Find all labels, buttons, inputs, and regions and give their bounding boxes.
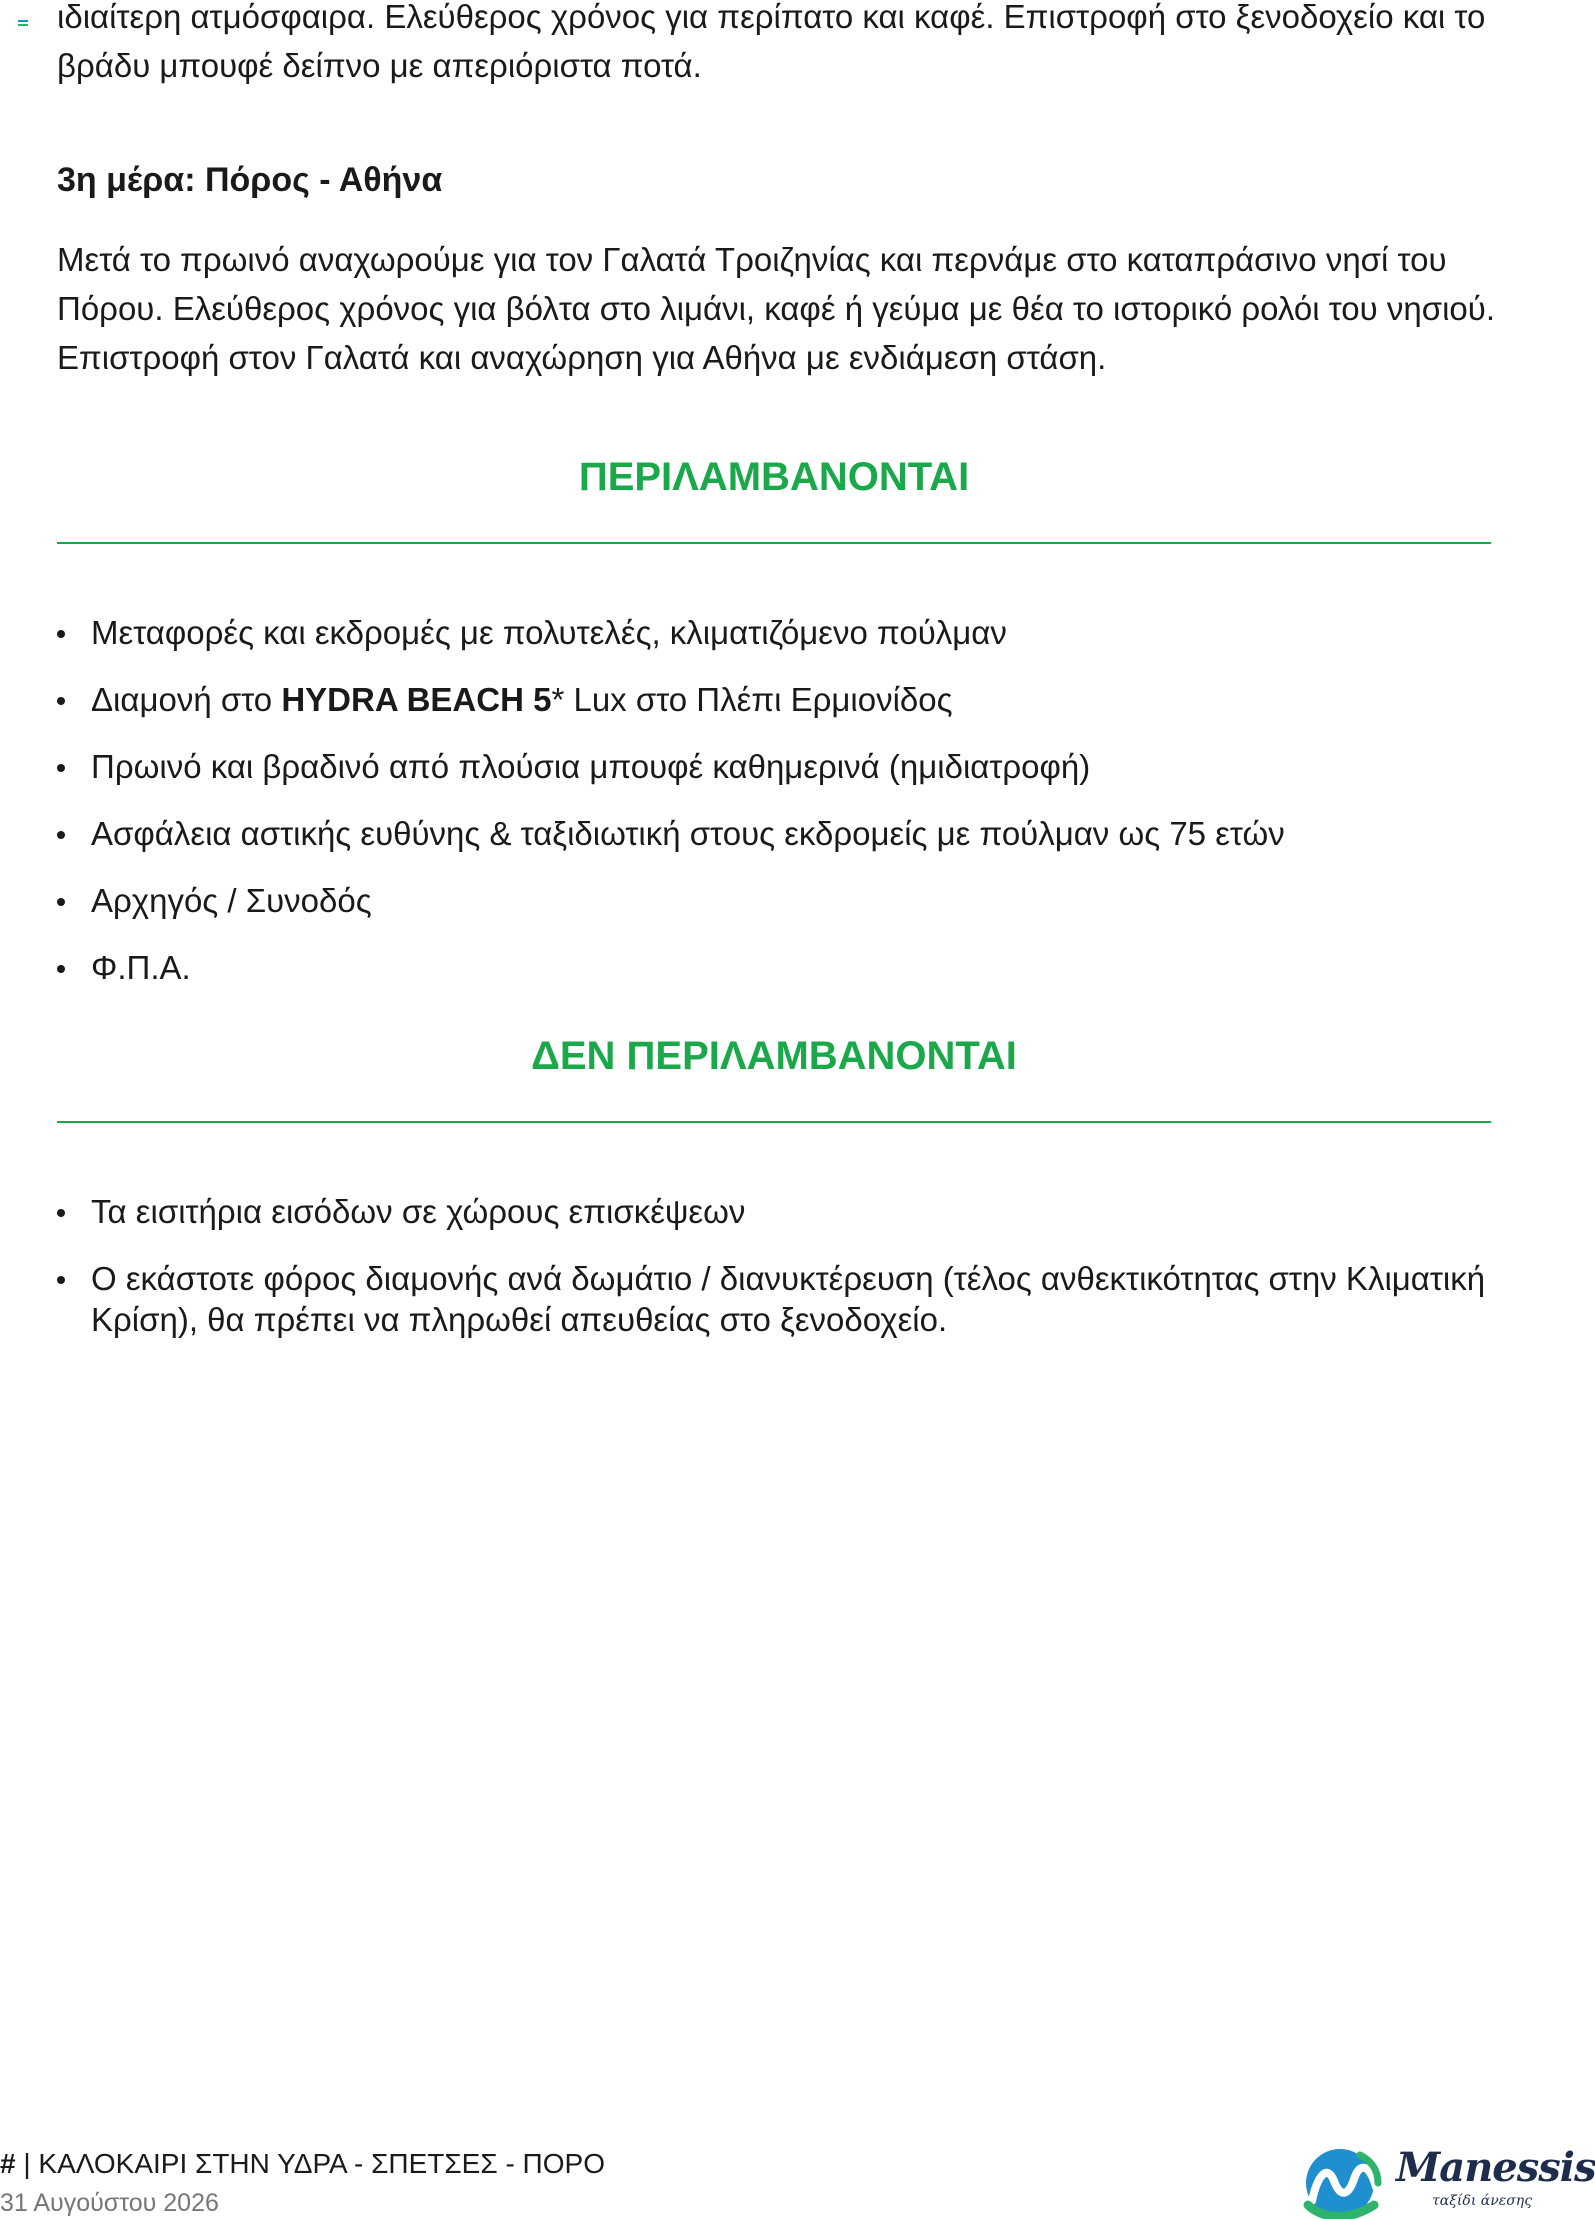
hotel-name: HYDRA BEACH 5 — [281, 681, 552, 718]
list-item-text: Φ.Π.Α. — [91, 949, 191, 986]
list-item-text: Ασφάλεια αστικής ευθύνης & ταξιδιωτική στους εκδρομείς με πούλμαν ως 75 ετών — [91, 815, 1285, 852]
list-item — [57, 880, 1497, 922]
list-item — [57, 1191, 1497, 1233]
included-divider — [57, 542, 1491, 544]
list-item-text: Αρχηγός / Συνοδός — [91, 882, 372, 919]
bullet-icon — [57, 697, 65, 705]
list-item-text-after: * Lux στο Πλέπι Ερμιονίδος — [551, 681, 953, 718]
footer-title-text: | ΚΑΛΟΚΑΙΡΙ ΣΤΗΝ ΥΔΡΑ - ΣΠΕΤΣΕΣ - ΠΟΡΟ — [23, 2148, 606, 2179]
day3-heading: 3η μέρα: Πόρος - Αθήνα — [57, 161, 443, 199]
list-item-text: Τα εισιτήρια εισόδων σε χώρους επισκέψεων — [91, 1193, 746, 1230]
list-item — [57, 947, 1497, 989]
corner-mark-icon — [18, 20, 28, 26]
footer-date: 31 Αυγούστου 2026 — [0, 2189, 219, 2217]
list-item — [57, 1258, 1497, 1340]
included-heading: ΠΕΡΙΛΑΜΒΑΝΟΝΤΑΙ — [578, 455, 970, 499]
manessis-logo-icon — [1298, 2143, 1394, 2219]
footer-title — [0, 2146, 605, 2182]
bullet-icon — [57, 1209, 65, 1217]
bullet-icon — [57, 965, 65, 973]
logo-wordmark: Manessis — [1396, 2144, 1595, 2191]
bullet-icon — [57, 630, 65, 638]
list-item-text-before: Διαμονή στο — [91, 681, 282, 718]
list-item-text: Ο εκάστοτε φόρος διαμονής ανά δωμάτιο / διανυκτέρευση (τέλος ανθεκτικότητας στην Κλιματική Κρίση), θα πρέπει να πληρωθεί απευθείας στο ξενοδοχείο. — [91, 1260, 1486, 1338]
not-included-heading: ΔΕΝ ΠΕΡΙΛΑΜΒΑΝΟΝΤΑΙ — [531, 1034, 1017, 1078]
intro-paragraph: ιδιαίτερη ατμόσφαιρα. Ελεύθερος χρόνος για περίπατο και καφέ. Επιστροφή στο ξενοδοχείο και το βράδυ μπουφέ δείπνο με απεριόριστα ποτά. — [57, 0, 1486, 84]
bullet-icon — [57, 764, 65, 772]
bullet-icon — [57, 1276, 65, 1284]
included-list — [57, 612, 1497, 1014]
list-item — [57, 679, 1497, 721]
footer-hash: # — [0, 2148, 16, 2179]
bullet-icon — [57, 831, 65, 839]
day3-paragraph: Μετά το πρωινό αναχωρούμε για τον Γαλατά Τροιζηνίας και περνάμε στο καταπράσινο νησί του Πόρου. Ελεύθερος χρόνος για βόλτα στο λιμάνι, καφέ ή γεύμα με θέα το ιστορικό ρολόι του νησιού. Επιστροφή στον Γαλατά και αναχώρηση για Αθήνα με ενδιάμεση στάση. — [57, 241, 1495, 376]
manessis-logo — [1298, 2143, 1595, 2219]
not-included-divider — [57, 1121, 1491, 1123]
list-item — [57, 746, 1497, 788]
bullet-icon — [57, 898, 65, 906]
list-item — [57, 813, 1497, 855]
list-item-text: Μεταφορές και εκδρομές με πολυτελές, κλιματιζόμενο πούλμαν — [91, 614, 1007, 651]
list-item-text: Πρωινό και βραδινό από πλούσια μπουφέ καθημερινά (ημιδιατροφή) — [91, 748, 1091, 785]
logo-tagline: ταξίδι άνεσης — [1432, 2193, 1533, 2209]
not-included-list — [57, 1191, 1497, 1365]
list-item — [57, 612, 1497, 654]
